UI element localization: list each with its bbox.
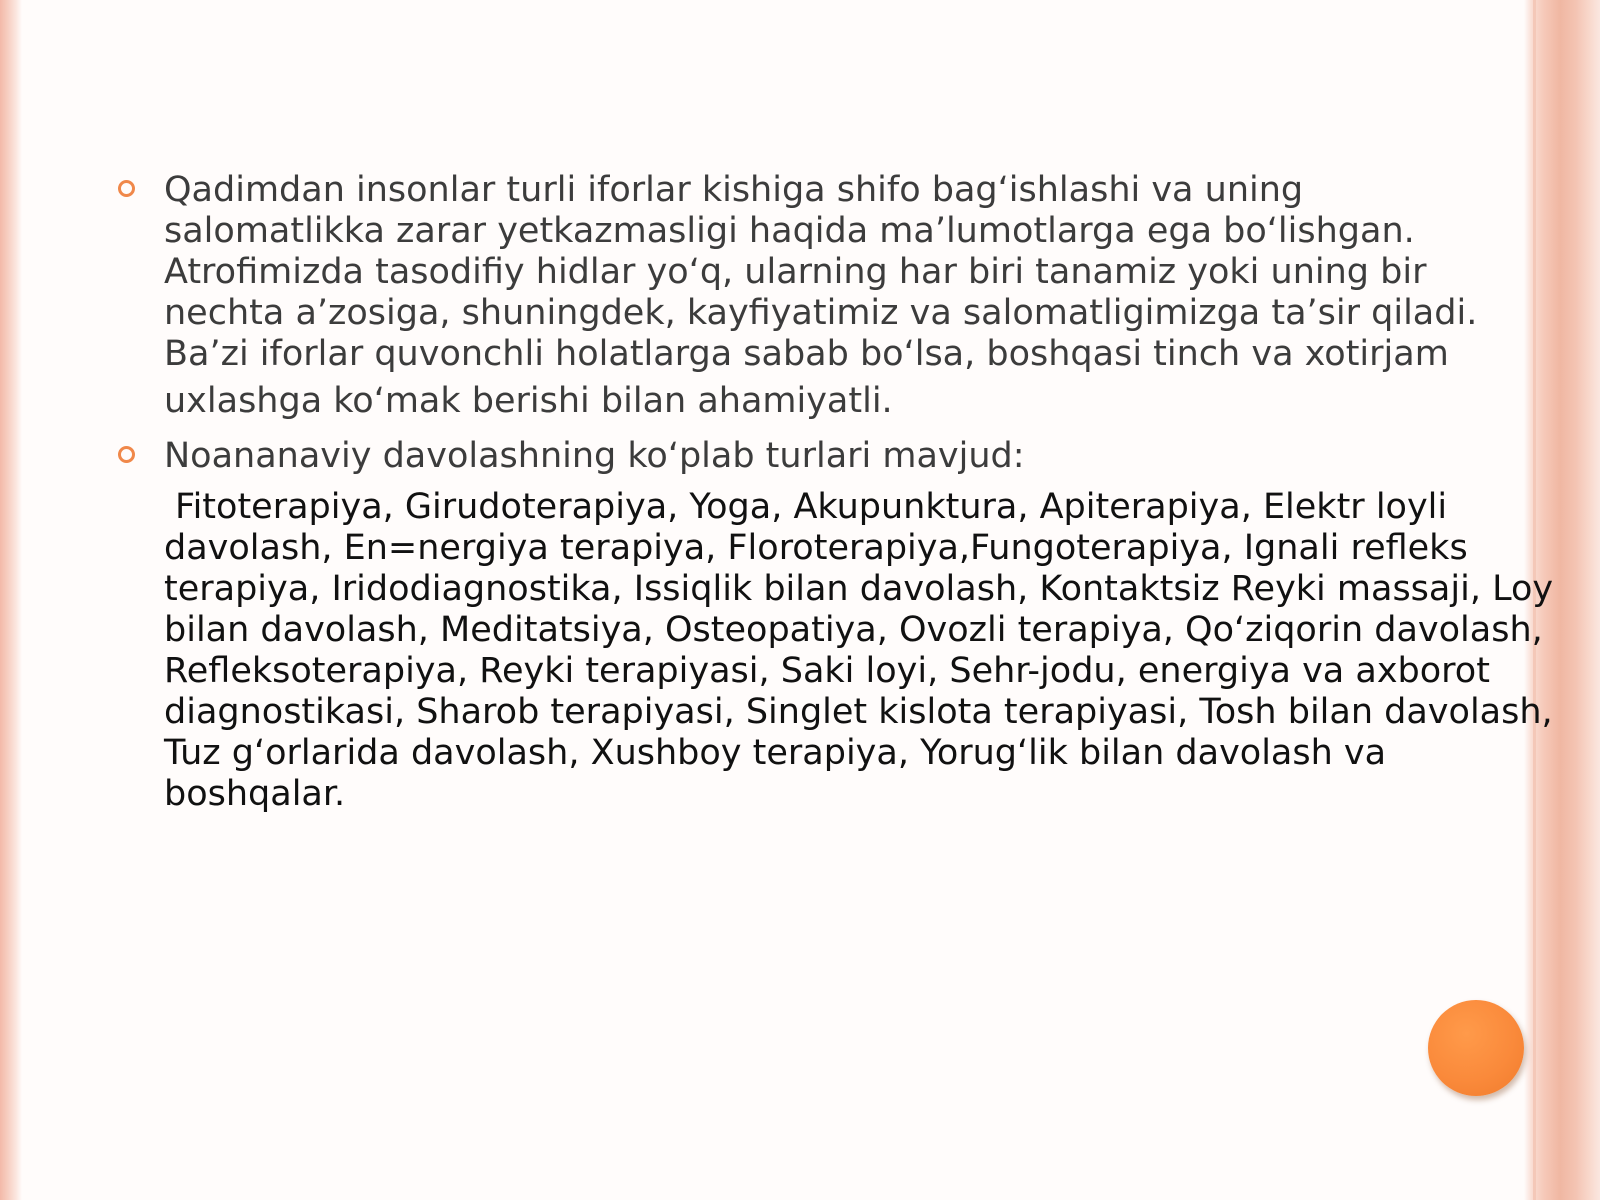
therapy-list-paragraph [116,487,1554,815]
bullet-text: Qadimdan insonlar turli iforlar kishiga shifo bag‘ishlashi va uning salomatlikka zarar yetkazmasligi haqida ma’lumotlarga ega bo‘lishgan. Atrofimizda tasodifiy hidlar yo‘q, ularning har biri tanamiz yoki uning bir nechta a’zosiga, shuningdek, kayfiyatimiz va salomatligimizga ta’sir qiladi. Ba’zi iforlar quvonchli holatlarga sabab bo‘lsa, boshqasi tinch va xotirjam [164,170,1478,374]
left-decorative-border [0,0,22,1200]
orange-circle-icon [1428,1000,1524,1096]
bullet-text: Noananaviy davolashning ko‘plab turlari mavjud: [164,436,1025,476]
slide-content [116,170,1554,815]
bullet-text-last-line: uxlashga ko‘mak berishi bilan ahamiyatli. [164,381,893,421]
therapy-list-text: Fitoterapiya, Girudoterapiya, Yoga, Akupunktura, Apiterapiya, Elektr loyli davolash, En=nergiya terapiya, Floroterapiya,Fungoterapiya, Ignali refleks terapiya, Iridodiagnostika, Issiqlik bilan davolash, Kontaktsiz Reyki massaji, Loy bilan davolash, Meditatsiya, Osteopatiya, Ovozli terapiya, Qo‘ziqorin davolash, Refleksoterapiya, Reyki terapiyasi, Saki loyi, Sehr-jodu, energiya va axborot diagnostikasi, Sharob terapiyasi, Singlet kislota terapiyasi, Tosh bilan davolash, Tuz g‘orlarida davolash, Xushboy terapiya, Yorug‘lik bilan davolash va boshqalar. [164,487,1554,814]
hollow-circle-bullet-icon [118,180,135,197]
bullet-item-aromas [116,170,1526,422]
hollow-circle-bullet-icon [118,446,135,463]
bullet-item-unconventional-treatment [116,436,1526,477]
